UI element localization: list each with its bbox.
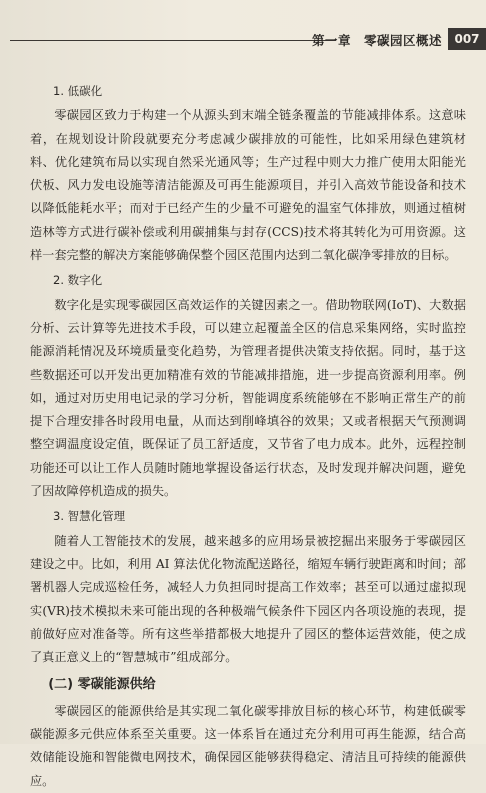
- paragraph-digital: 数字化是实现零碳园区高效运作的关键因素之一。借助物联网(IoT)、大数据分析、云计算等先进技术手段，可以建立起覆盖全区的信息采集网络，实时监控能源消耗情况及环境质量变化趋势，为管理者提供决策支持依据。同时，基于这些数据还可以开发出更加精准有效的节能减排措施，进一步提高资源利用率。例如，通过对历史用电记录的学习分析，智能调度系统能够在不影响正常生产的前提下合理安排各时段用电量，从而达到削峰填谷的效果；又或者根据天气预测调整空调温度设定值，既保证了员工舒适度，又节省了电力成本。此外，远程控制功能还可以让工作人员随时随地掌握设备运行状态，及时发现并解决问题，避免了因故障停机造成的损失。: [30, 297, 466, 499]
- paragraph-smart-management: 随着人工智能技术的发展，越来越多的应用场景被挖掘出来服务于零碳园区建设之中。比如，利用 AI 算法优化物流配送路径，缩短车辆行驶距离和时间；部署机器人完成巡检任务，减轻人力负担同时提高工作效率；甚至可以通过虚拟现实(VR)技术模拟未来可能出现的各种极端气候条件下园区内各项设施的表现，提前做好应对准备等。所有这些举措都极大地提升了园区的整体运营效能，使之成了真正意义上的“智慧城市”组成部分。: [30, 533, 466, 665]
- paragraph-low-carbon: 零碳园区致力于构建一个从源头到末端全链条覆盖的节能减排体系。这意味着，在规划设计阶段就要充分考虑减少碳排放的可能性，比如采用绿色建筑材料、优化建筑布局以实现自然采光通风等；生产过程中则大力推广使用太阳能光伏板、风力发电设施等清洁能源及可再生能源项目，并引入高效节能设备和技术以降低能耗水平；而对于已经产生的少量不可避免的温室气体排放，则通过植树造林等方式进行碳补偿或利用碳捕集与封存(CCS)技术将其转化为可用资源。这样一套完整的解决方案能够确保整个园区范围内达到二氧化碳净零排放的目标。: [30, 108, 466, 263]
- section-heading-energy-supply: (二) 零碳能源供给: [48, 677, 156, 693]
- header-rule: [10, 40, 336, 41]
- page-content: [30, 78, 466, 793]
- heading-smart-management: 3. 智慧化管理: [53, 509, 126, 524]
- heading-digital: 2. 数字化: [53, 273, 103, 288]
- heading-low-carbon: 1. 低碳化: [53, 84, 103, 98]
- chapter-title: 第一章 零碳园区概述: [311, 33, 442, 48]
- page-number: 007: [448, 28, 486, 50]
- paragraph-energy-supply: 零碳园区的能源供给是其实现二氧化碳零排放目标的核心环节，构建低碳零碳能源多元供应体系至关重要。这一体系旨在通过充分利用可再生能源，结合高效储能设施和智能微电网技术，确保园区能够获得稳定、清洁且可持续的能源供应。: [30, 703, 466, 788]
- running-header: [10, 28, 486, 52]
